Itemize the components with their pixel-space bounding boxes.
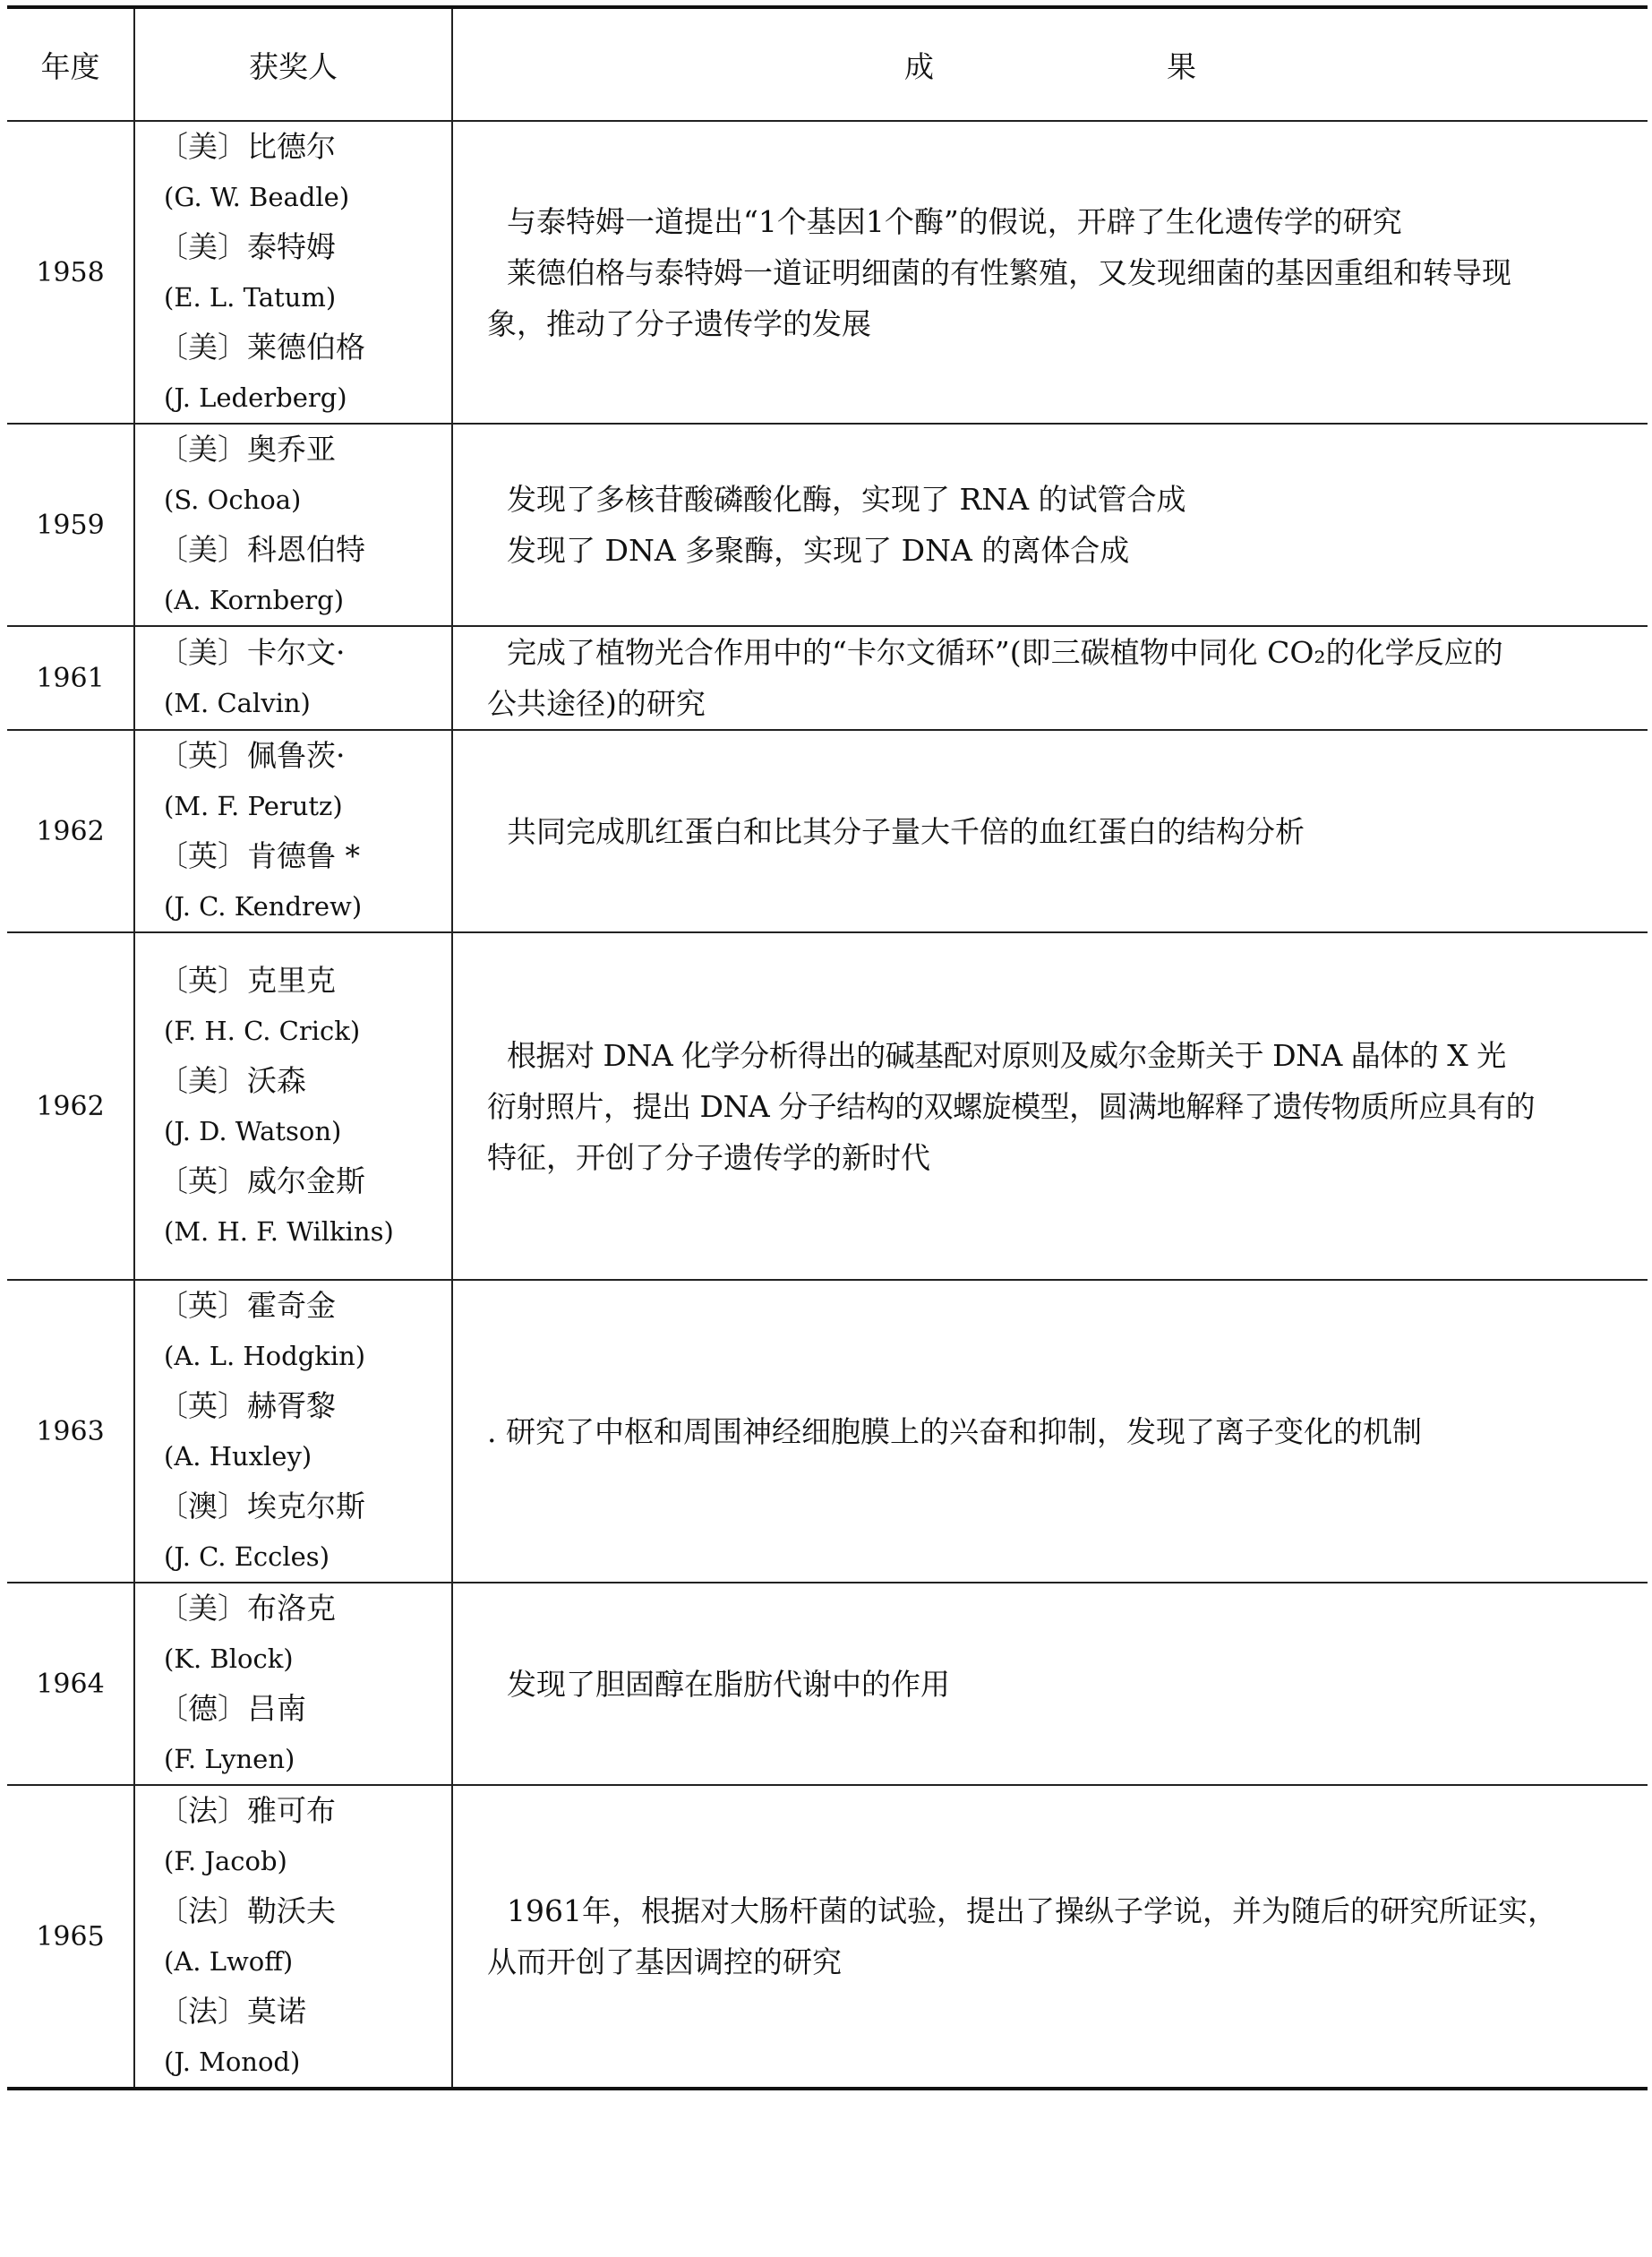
year-cell: 1962 [7,730,134,932]
laureates-cell [134,1280,452,1583]
laureates-cell [134,1785,452,2089]
achievement-cell [452,932,1648,1280]
achievement-cell [452,1785,1648,2089]
year-cell: 1964 [7,1583,134,1785]
header-row [7,7,1648,121]
laureate-name-cn: 〔美〕泰特姆 [158,229,336,264]
nobel-awards-table [7,5,1648,2090]
laureate-name-cn: 〔美〕沃森 [158,1063,306,1098]
table-row [7,1583,1648,1785]
achievement-line: 完成了植物光合作用中的“卡尔文循环”(即三碳植物中同化 CO₂的化学反应的 [507,635,1503,670]
achievement-cell [452,1583,1648,1785]
header-year: 年度 [7,7,134,121]
achievement-line: 发现了多核苷酸磷酸化酶，实现了 RNA 的试管合成 [507,482,1186,517]
achievement-line: 衍射照片，提出 DNA 分子结构的双螺旋模型，圆满地解释了遗传物质所应具有的 [487,1088,1536,1124]
laureate-name-en: (S. Ochoa) [164,485,302,515]
laureate-name-cn: 〔法〕莫诺 [158,1994,306,2029]
laureate-name-cn: 〔美〕奥乔亚 [158,432,336,467]
laureate-name-cn: 〔法〕雅可布 [158,1793,336,1828]
year-cell: 1961 [7,626,134,730]
laureate-name-cn: 〔英〕佩鲁茨· [158,738,346,773]
laureate-name-cn: 〔美〕科恩伯特 [158,532,365,567]
laureate-name-cn: 〔德〕吕南 [158,1691,306,1726]
laureate-name-en: (G. W. Beadle) [164,182,350,212]
laureates-cell [134,626,452,730]
table-row [7,626,1648,730]
year-cell: 1958 [7,121,134,424]
table-row [7,121,1648,424]
laureate-name-cn: 〔英〕霍奇金 [158,1288,336,1323]
year-cell: 1963 [7,1280,134,1583]
laureate-name-en: (A. L. Hodgkin) [164,1341,366,1371]
laureate-name-en: (J. C. Eccles) [164,1541,330,1572]
laureate-name-cn: 〔澳〕埃克尔斯 [158,1489,365,1523]
laureate-name-en: (A. Huxley) [164,1441,312,1472]
laureates-cell [134,730,452,932]
laureate-name-en: (J. D. Watson) [164,1116,342,1146]
laureate-name-en: (F. Jacob) [164,1846,287,1876]
laureate-name-cn: 〔美〕卡尔文· [158,635,346,670]
table-row [7,1785,1648,2089]
laureate-name-en: (M. F. Perutz) [164,791,343,821]
header-laureates: 获奖人 [134,7,452,121]
laureate-name-cn: 〔法〕勒沃夫 [158,1893,336,1928]
header-achievement-char2: 果 [1167,48,1196,84]
header-achievement [452,7,1648,121]
laureate-name-en: (M. H. F. Wilkins) [164,1216,394,1247]
laureates-cell [134,121,452,424]
year-cell: 1962 [7,932,134,1280]
table-row [7,424,1648,626]
achievement-line: 与泰特姆一道提出“1个基因1个酶”的假说，开辟了生化遗传学的研究 [507,203,1402,239]
laureate-name-en: (M. Calvin) [164,688,311,718]
achievement-line: 1961年，根据对大肠杆菌的试验，提出了操纵子学说，并为随后的研究所证实， [507,1893,1557,1928]
laureate-name-cn: 〔英〕克里克 [158,963,336,998]
year-cell: 1965 [7,1785,134,2089]
header-achievement-char1: 成 [904,48,934,84]
table-row [7,932,1648,1280]
laureate-name-en: (K. Block) [164,1643,294,1674]
laureate-name-cn: 〔美〕布洛克 [158,1591,336,1626]
laureate-name-en: (A. Kornberg) [164,585,345,615]
laureate-name-en: (F. Lynen) [164,1744,295,1774]
table-row [7,1280,1648,1583]
year-cell: 1959 [7,424,134,626]
achievement-line: 公共途径)的研究 [487,686,706,721]
table-body [7,121,1648,2089]
laureate-name-en: (J. C. Kendrew) [164,891,363,922]
laureate-name-cn: 〔美〕莱德伯格 [158,330,365,365]
laureate-name-en: (J. Lederberg) [164,382,347,413]
achievement-cell [452,730,1648,932]
laureate-name-cn: 〔美〕比德尔 [158,129,336,164]
achievement-cell [452,424,1648,626]
laureate-name-cn: 〔英〕威尔金斯 [158,1163,365,1198]
achievement-line: 特征，开创了分子遗传学的新时代 [487,1139,930,1175]
achievement-line: 发现了胆固醇在脂肪代谢中的作用 [507,1666,950,1702]
achievement-line: . 研究了中枢和周围神经细胞膜上的兴奋和抑制，发现了离子变化的机制 [487,1413,1422,1449]
laureates-cell [134,1583,452,1785]
laureate-name-cn: 〔英〕赫胥黎 [158,1388,336,1423]
achievement-line: 发现了 DNA 多聚酶，实现了 DNA 的离体合成 [507,533,1130,568]
laureates-cell [134,424,452,626]
laureate-name-en: (E. L. Tatum) [164,282,337,313]
laureate-name-en: (F. H. C. Crick) [164,1016,361,1046]
achievement-cell [452,121,1648,424]
achievement-line: 莱德伯格与泰特姆一道证明细菌的有性繁殖，又发现细菌的基因重组和转导现 [507,254,1511,290]
laureate-name-en: (A. Lwoff) [164,1946,294,1977]
table-row [7,730,1648,932]
laureate-name-cn: 〔英〕肯德鲁 * [158,838,360,873]
achievement-line: 象，推动了分子遗传学的发展 [487,305,871,341]
achievement-line: 共同完成肌红蛋白和比其分子量大千倍的血红蛋白的结构分析 [507,813,1305,849]
achievement-cell [452,626,1648,730]
achievement-cell [452,1280,1648,1583]
achievement-line: 根据对 DNA 化学分析得出的碱基配对原则及威尔金斯关于 DNA 晶体的 X 光 [507,1037,1506,1073]
achievement-line: 从而开创了基因调控的研究 [487,1944,842,1979]
laureates-cell [134,932,452,1280]
laureate-name-en: (J. Monod) [164,2047,301,2077]
